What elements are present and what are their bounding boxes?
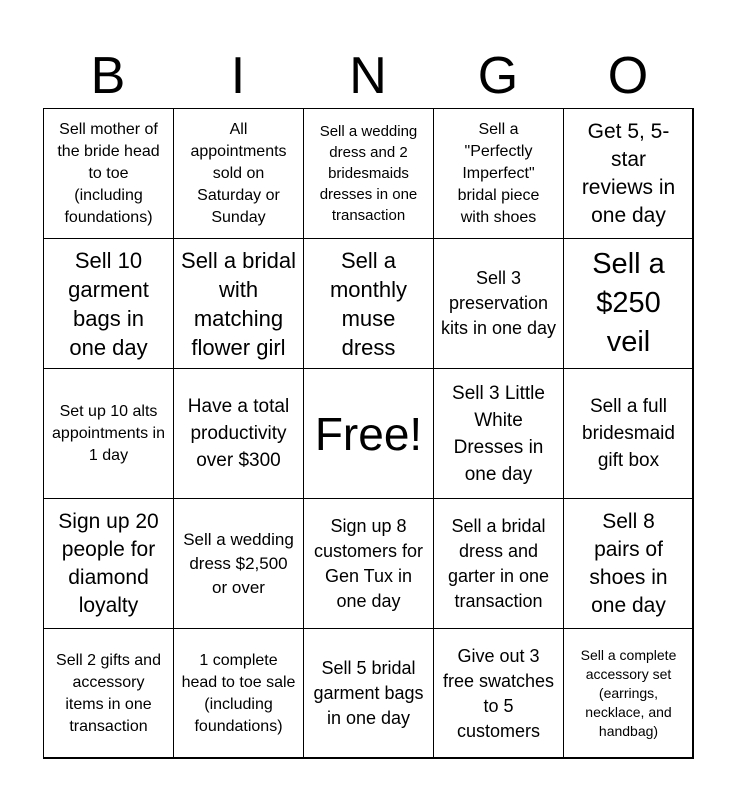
cell-text: Give out 3 free swatches to 5 customers xyxy=(442,645,555,741)
bingo-cell[interactable] xyxy=(433,108,564,239)
bingo-cell[interactable] xyxy=(433,238,564,369)
cell-text: Sign up 8 customers for Gen Tux in one day xyxy=(313,515,424,611)
header-letter-i: I xyxy=(230,47,246,105)
bingo-cell[interactable] xyxy=(173,368,304,499)
cell-text: Sell a wedding dress and 2 bridesmaids dresses in one transaction xyxy=(319,123,418,224)
bingo-cell[interactable] xyxy=(303,498,434,629)
cell-text: Sell 10 garment bags in one day xyxy=(68,247,149,360)
cell-text: Sell 2 gifts and accessory items in one transaction xyxy=(56,651,161,735)
free-space-text: Free! xyxy=(314,407,423,460)
bingo-cell[interactable] xyxy=(43,108,174,239)
bingo-cell-free[interactable] xyxy=(303,368,434,499)
cell-text: Sell 8 pairs of shoes in one day xyxy=(589,509,668,617)
cell-text: Sell a bridal with matching flower girl xyxy=(181,247,296,360)
header-letter-g: G xyxy=(477,47,519,105)
cell-text: Sign up 20 people for diamond loyalty xyxy=(58,509,159,617)
bingo-cell[interactable] xyxy=(43,498,174,629)
bingo-cell[interactable] xyxy=(173,108,304,239)
cell-text: Sell 3 preservation kits in one day xyxy=(440,268,557,338)
cell-text: Sell a "Perfectly Imperfect" bridal piece with shoes xyxy=(457,120,540,226)
cell-text: Set up 10 alts appointments in 1 day xyxy=(52,402,165,464)
bingo-cell[interactable] xyxy=(303,108,434,239)
bingo-cell[interactable] xyxy=(173,498,304,629)
cell-text: Sell mother of the bride head to toe (including foundations) xyxy=(57,120,160,226)
cell-text: Sell a complete accessory set (earrings, necklace, and handbag) xyxy=(580,647,677,739)
bingo-cell[interactable] xyxy=(563,628,694,759)
bingo-cell[interactable] xyxy=(303,238,434,369)
cell-text: Sell 5 bridal garment bags in one day xyxy=(313,658,424,728)
bingo-board xyxy=(43,108,693,758)
bingo-header xyxy=(43,44,693,108)
cell-text: Sell a wedding dress $2,500 or over xyxy=(183,529,294,597)
bingo-cell[interactable] xyxy=(563,368,694,499)
cell-text: Sell a full bridesmaid gift box xyxy=(582,396,675,471)
bingo-cell[interactable] xyxy=(303,628,434,759)
bingo-cell[interactable] xyxy=(433,368,564,499)
bingo-cell[interactable] xyxy=(563,498,694,629)
cell-text: 1 complete head to toe sale (including foundations) xyxy=(181,651,296,735)
bingo-cell[interactable] xyxy=(433,628,564,759)
header-letter-n: N xyxy=(349,47,387,105)
header-letter-b: B xyxy=(90,47,126,105)
bingo-cell[interactable] xyxy=(43,238,174,369)
cell-text: Sell a bridal dress and garter in one transaction xyxy=(447,515,550,611)
cell-text: Get 5, 5-star reviews in one day xyxy=(581,119,676,227)
bingo-cell[interactable] xyxy=(173,628,304,759)
header-letter-o: O xyxy=(607,47,649,105)
bingo-cell[interactable] xyxy=(563,108,694,239)
bingo-cell[interactable] xyxy=(43,368,174,499)
cell-text: Sell 3 Little White Dresses in one day xyxy=(452,382,545,485)
cell-text: Sell a monthly muse dress xyxy=(329,247,408,360)
cell-text: Sell a $250 veil xyxy=(592,248,665,358)
bingo-cell[interactable] xyxy=(563,238,694,369)
bingo-cell[interactable] xyxy=(173,238,304,369)
cell-text: Have a total productivity over $300 xyxy=(187,396,290,471)
bingo-cell[interactable] xyxy=(433,498,564,629)
cell-text: All appointments sold on Saturday or Sunday xyxy=(190,120,287,226)
bingo-cell[interactable] xyxy=(43,628,174,759)
